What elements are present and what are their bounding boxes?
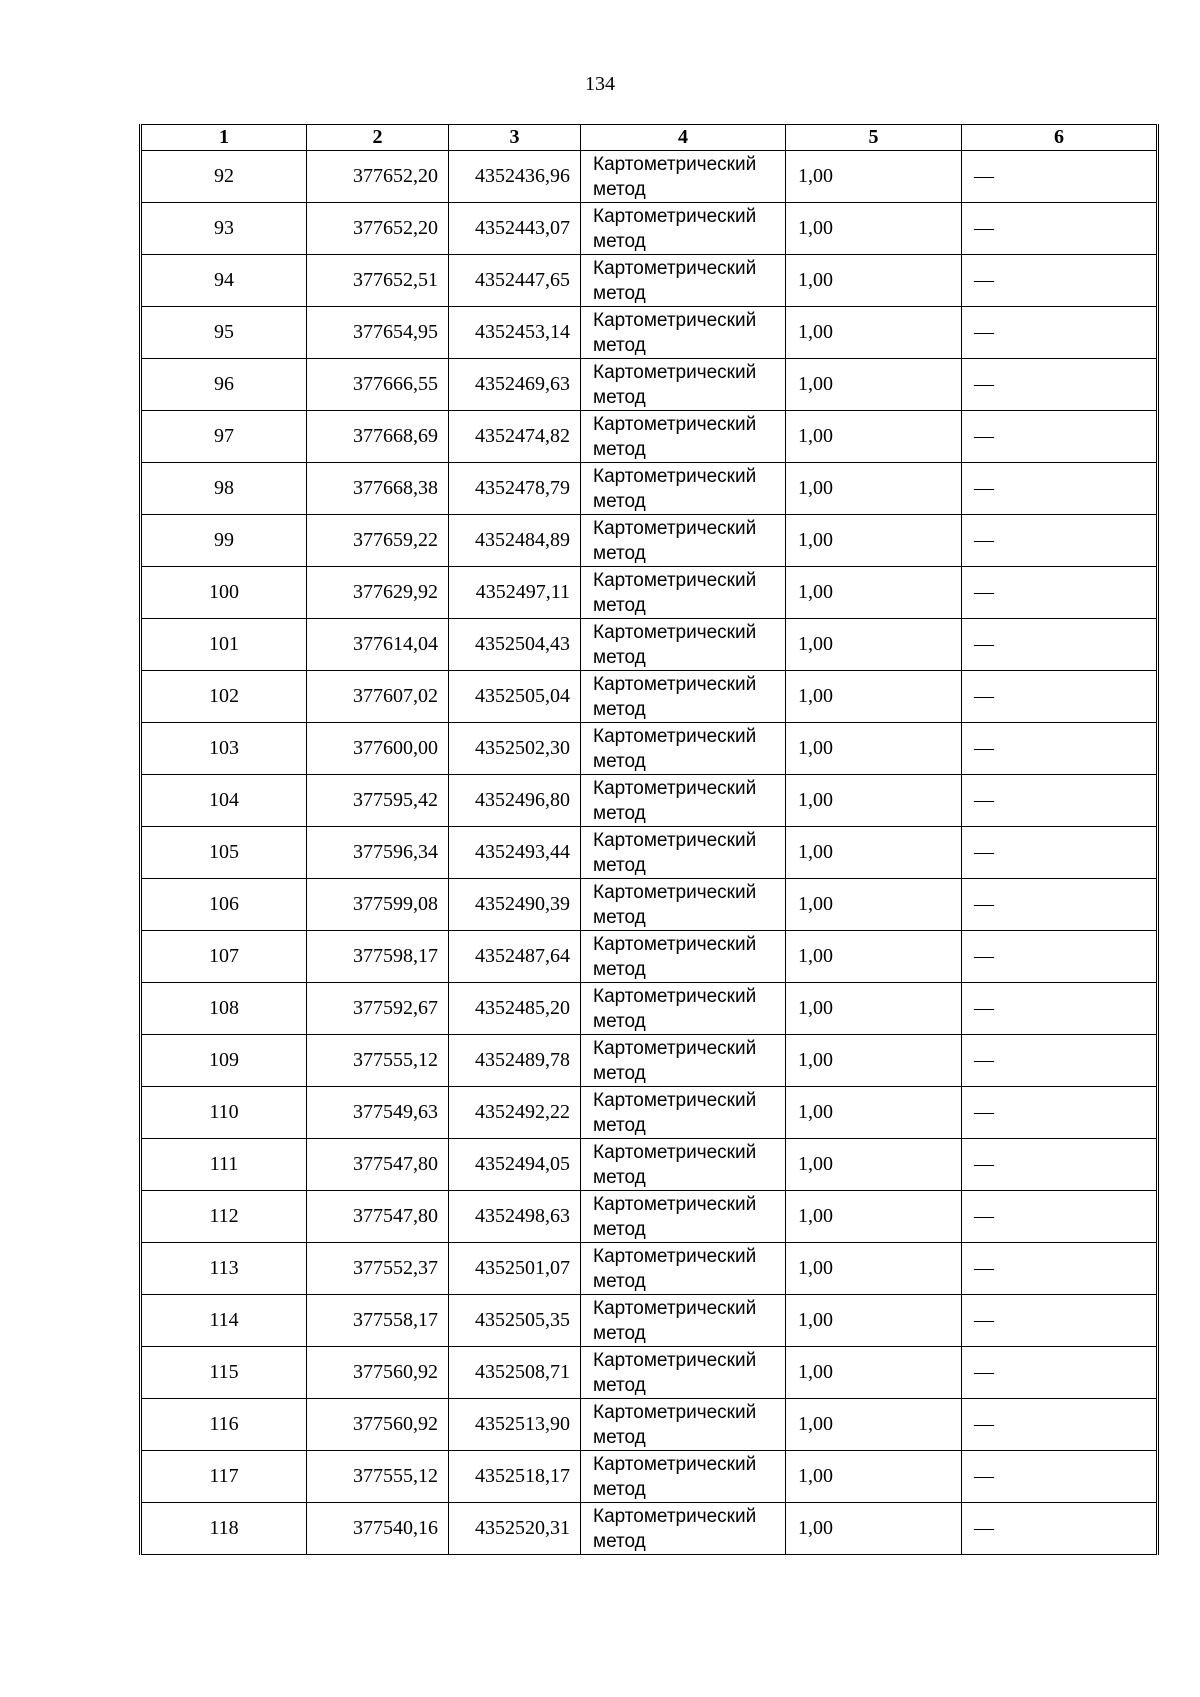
coordinate-y-cell: 4352484,89 — [449, 515, 581, 567]
method-line-1: Картометрический — [593, 1038, 757, 1059]
table-row — [141, 1503, 1158, 1555]
method-line-1: Картометрический — [593, 778, 757, 799]
point-number-cell: 98 — [141, 463, 307, 515]
method-line-1: Картометрический — [593, 258, 757, 279]
accuracy-cell: 1,00 — [786, 411, 962, 463]
coordinate-x-cell: 377552,37 — [307, 1243, 449, 1295]
method-cell — [581, 983, 786, 1035]
point-number-cell: 95 — [141, 307, 307, 359]
coordinate-y-cell: 4352518,17 — [449, 1451, 581, 1503]
method-cell — [581, 359, 786, 411]
method-line-1: Картометрический — [593, 206, 757, 227]
coordinate-x-cell: 377607,02 — [307, 671, 449, 723]
coordinate-x-cell: 377659,22 — [307, 515, 449, 567]
method-line-1: Картометрический — [593, 414, 757, 435]
method-line-2: метод — [593, 1011, 646, 1032]
method-line-1: Картометрический — [593, 674, 757, 695]
note-cell: — — [962, 1087, 1158, 1139]
method-cell — [581, 1399, 786, 1451]
method-line-2: метод — [593, 231, 646, 252]
note-cell: — — [962, 515, 1158, 567]
note-cell: — — [962, 463, 1158, 515]
point-number-cell: 93 — [141, 203, 307, 255]
coordinate-x-cell: 377555,12 — [307, 1035, 449, 1087]
coordinate-x-cell: 377652,20 — [307, 151, 449, 203]
note-cell: — — [962, 359, 1158, 411]
coordinate-x-cell: 377558,17 — [307, 1295, 449, 1347]
method-cell — [581, 723, 786, 775]
note-cell: — — [962, 827, 1158, 879]
accuracy-cell: 1,00 — [786, 1503, 962, 1555]
table-row — [141, 983, 1158, 1035]
method-cell — [581, 567, 786, 619]
method-cell — [581, 879, 786, 931]
table-row — [141, 879, 1158, 931]
method-line-1: Картометрический — [593, 1090, 757, 1111]
note-cell: — — [962, 567, 1158, 619]
coordinate-y-cell: 4352520,31 — [449, 1503, 581, 1555]
table-row — [141, 1399, 1158, 1451]
table-row — [141, 1035, 1158, 1087]
coordinate-x-cell: 377666,55 — [307, 359, 449, 411]
note-cell: — — [962, 1347, 1158, 1399]
coordinate-x-cell: 377668,38 — [307, 463, 449, 515]
accuracy-cell: 1,00 — [786, 255, 962, 307]
method-line-2: метод — [593, 1219, 646, 1240]
method-line-1: Картометрический — [593, 1194, 757, 1215]
method-line-1: Картометрический — [593, 1298, 757, 1319]
table-row — [141, 827, 1158, 879]
coordinate-y-cell: 4352502,30 — [449, 723, 581, 775]
coordinate-y-cell: 4352469,63 — [449, 359, 581, 411]
method-line-1: Картометрический — [593, 466, 757, 487]
method-cell — [581, 1139, 786, 1191]
coordinate-y-cell: 4352489,78 — [449, 1035, 581, 1087]
accuracy-cell: 1,00 — [786, 463, 962, 515]
accuracy-cell: 1,00 — [786, 1347, 962, 1399]
accuracy-cell: 1,00 — [786, 1139, 962, 1191]
method-cell — [581, 307, 786, 359]
coordinate-x-cell: 377596,34 — [307, 827, 449, 879]
column-header-4: 4 — [581, 125, 786, 151]
method-line-2: метод — [593, 959, 646, 980]
coordinate-y-cell: 4352490,39 — [449, 879, 581, 931]
table-row — [141, 775, 1158, 827]
accuracy-cell: 1,00 — [786, 567, 962, 619]
method-cell — [581, 671, 786, 723]
coordinate-y-cell: 4352513,90 — [449, 1399, 581, 1451]
method-line-2: метод — [593, 387, 646, 408]
accuracy-cell: 1,00 — [786, 359, 962, 411]
accuracy-cell: 1,00 — [786, 203, 962, 255]
accuracy-cell: 1,00 — [786, 723, 962, 775]
note-cell: — — [962, 1295, 1158, 1347]
point-number-cell: 99 — [141, 515, 307, 567]
method-line-1: Картометрический — [593, 622, 757, 643]
method-line-2: метод — [593, 1115, 646, 1136]
table-row — [141, 1347, 1158, 1399]
point-number-cell: 111 — [141, 1139, 307, 1191]
coordinate-x-cell: 377629,92 — [307, 567, 449, 619]
method-line-1: Картометрический — [593, 830, 757, 851]
column-header-1: 1 — [141, 125, 307, 151]
table-row — [141, 515, 1158, 567]
point-number-cell: 116 — [141, 1399, 307, 1451]
accuracy-cell: 1,00 — [786, 1243, 962, 1295]
note-cell: — — [962, 307, 1158, 359]
coordinate-y-cell: 4352453,14 — [449, 307, 581, 359]
note-cell: — — [962, 983, 1158, 1035]
method-cell — [581, 1295, 786, 1347]
point-number-cell: 97 — [141, 411, 307, 463]
point-number-cell: 101 — [141, 619, 307, 671]
table-row — [141, 567, 1158, 619]
note-cell: — — [962, 1399, 1158, 1451]
coordinate-x-cell: 377547,80 — [307, 1139, 449, 1191]
coordinate-y-cell: 4352494,05 — [449, 1139, 581, 1191]
accuracy-cell: 1,00 — [786, 827, 962, 879]
point-number-cell: 107 — [141, 931, 307, 983]
method-line-2: метод — [593, 647, 646, 668]
accuracy-cell: 1,00 — [786, 879, 962, 931]
coordinate-y-cell: 4352478,79 — [449, 463, 581, 515]
table-row — [141, 1087, 1158, 1139]
method-line-2: метод — [593, 1375, 646, 1396]
coordinate-x-cell: 377595,42 — [307, 775, 449, 827]
method-line-1: Картометрический — [593, 986, 757, 1007]
table-header — [141, 125, 1158, 151]
method-cell — [581, 515, 786, 567]
note-cell: — — [962, 1243, 1158, 1295]
table-row — [141, 723, 1158, 775]
accuracy-cell: 1,00 — [786, 1035, 962, 1087]
point-number-cell: 118 — [141, 1503, 307, 1555]
table-body — [141, 151, 1158, 1555]
method-cell — [581, 931, 786, 983]
coordinate-y-cell: 4352493,44 — [449, 827, 581, 879]
point-number-cell: 96 — [141, 359, 307, 411]
accuracy-cell: 1,00 — [786, 1087, 962, 1139]
coordinate-x-cell: 377599,08 — [307, 879, 449, 931]
note-cell: — — [962, 879, 1158, 931]
header-row — [141, 125, 1158, 151]
method-line-1: Картометрический — [593, 1454, 757, 1475]
note-cell: — — [962, 1451, 1158, 1503]
method-line-2: метод — [593, 751, 646, 772]
point-number-cell: 110 — [141, 1087, 307, 1139]
method-line-1: Картометрический — [593, 518, 757, 539]
coordinate-y-cell: 4352504,43 — [449, 619, 581, 671]
coordinate-x-cell: 377668,69 — [307, 411, 449, 463]
coordinate-x-cell: 377652,20 — [307, 203, 449, 255]
coordinate-y-cell: 4352505,35 — [449, 1295, 581, 1347]
method-line-2: метод — [593, 335, 646, 356]
coordinate-x-cell: 377547,80 — [307, 1191, 449, 1243]
method-cell — [581, 151, 786, 203]
coordinate-x-cell: 377540,16 — [307, 1503, 449, 1555]
coordinate-x-cell: 377652,51 — [307, 255, 449, 307]
method-line-2: метод — [593, 855, 646, 876]
accuracy-cell: 1,00 — [786, 1295, 962, 1347]
coordinate-y-cell: 4352447,65 — [449, 255, 581, 307]
coordinate-x-cell: 377560,92 — [307, 1399, 449, 1451]
method-cell — [581, 1191, 786, 1243]
coordinate-x-cell: 377600,00 — [307, 723, 449, 775]
table-row — [141, 359, 1158, 411]
point-number-cell: 106 — [141, 879, 307, 931]
method-line-1: Картометрический — [593, 570, 757, 591]
method-line-2: метод — [593, 1427, 646, 1448]
accuracy-cell: 1,00 — [786, 1399, 962, 1451]
coordinate-x-cell: 377549,63 — [307, 1087, 449, 1139]
note-cell: — — [962, 203, 1158, 255]
point-number-cell: 105 — [141, 827, 307, 879]
table-row — [141, 619, 1158, 671]
point-number-cell: 102 — [141, 671, 307, 723]
method-line-1: Картометрический — [593, 310, 757, 331]
table-row — [141, 1451, 1158, 1503]
method-cell — [581, 827, 786, 879]
method-line-2: метод — [593, 803, 646, 824]
note-cell: — — [962, 619, 1158, 671]
note-cell: — — [962, 671, 1158, 723]
method-cell — [581, 1451, 786, 1503]
method-line-1: Картометрический — [593, 1402, 757, 1423]
accuracy-cell: 1,00 — [786, 515, 962, 567]
note-cell: — — [962, 1035, 1158, 1087]
accuracy-cell: 1,00 — [786, 983, 962, 1035]
note-cell: — — [962, 411, 1158, 463]
method-line-2: метод — [593, 1531, 646, 1552]
method-line-1: Картометрический — [593, 1246, 757, 1267]
method-line-2: метод — [593, 1271, 646, 1292]
point-number-cell: 100 — [141, 567, 307, 619]
coordinate-y-cell: 4352436,96 — [449, 151, 581, 203]
point-number-cell: 108 — [141, 983, 307, 1035]
point-number-cell: 92 — [141, 151, 307, 203]
column-header-2: 2 — [307, 125, 449, 151]
method-line-2: метод — [593, 1063, 646, 1084]
method-line-2: метод — [593, 1323, 646, 1344]
method-line-1: Картометрический — [593, 726, 757, 747]
method-line-1: Картометрический — [593, 934, 757, 955]
method-cell — [581, 775, 786, 827]
coordinates-table — [139, 124, 1159, 1555]
method-line-2: метод — [593, 1479, 646, 1500]
method-cell — [581, 1347, 786, 1399]
point-number-cell: 115 — [141, 1347, 307, 1399]
table-row — [141, 1295, 1158, 1347]
table-row — [141, 931, 1158, 983]
method-cell — [581, 619, 786, 671]
method-line-2: метод — [593, 543, 646, 564]
method-cell — [581, 1035, 786, 1087]
method-line-2: метод — [593, 907, 646, 928]
accuracy-cell: 1,00 — [786, 775, 962, 827]
point-number-cell: 94 — [141, 255, 307, 307]
coordinate-x-cell: 377555,12 — [307, 1451, 449, 1503]
point-number-cell: 109 — [141, 1035, 307, 1087]
method-line-2: метод — [593, 179, 646, 200]
coordinate-y-cell: 4352443,07 — [449, 203, 581, 255]
table-row — [141, 255, 1158, 307]
column-header-3: 3 — [449, 125, 581, 151]
method-line-1: Картометрический — [593, 882, 757, 903]
method-line-2: метод — [593, 595, 646, 616]
coordinate-y-cell: 4352474,82 — [449, 411, 581, 463]
coordinates-table-wrapper — [139, 124, 1156, 1555]
point-number-cell: 114 — [141, 1295, 307, 1347]
accuracy-cell: 1,00 — [786, 619, 962, 671]
method-line-1: Картометрический — [593, 362, 757, 383]
method-line-2: метод — [593, 1167, 646, 1188]
accuracy-cell: 1,00 — [786, 1451, 962, 1503]
method-cell — [581, 1087, 786, 1139]
table-row — [141, 671, 1158, 723]
coordinate-y-cell: 4352498,63 — [449, 1191, 581, 1243]
point-number-cell: 104 — [141, 775, 307, 827]
coordinate-y-cell: 4352501,07 — [449, 1243, 581, 1295]
table-row — [141, 411, 1158, 463]
note-cell: — — [962, 151, 1158, 203]
method-cell — [581, 203, 786, 255]
method-cell — [581, 411, 786, 463]
table-row — [141, 203, 1158, 255]
column-header-6: 6 — [962, 125, 1158, 151]
table-row — [141, 463, 1158, 515]
method-cell — [581, 463, 786, 515]
table-row — [141, 1191, 1158, 1243]
coordinate-y-cell: 4352492,22 — [449, 1087, 581, 1139]
method-line-1: Картометрический — [593, 1142, 757, 1163]
coordinate-y-cell: 4352485,20 — [449, 983, 581, 1035]
note-cell: — — [962, 775, 1158, 827]
method-cell — [581, 1503, 786, 1555]
note-cell: — — [962, 1503, 1158, 1555]
coordinate-x-cell: 377654,95 — [307, 307, 449, 359]
note-cell: — — [962, 931, 1158, 983]
table-row — [141, 307, 1158, 359]
method-line-2: метод — [593, 491, 646, 512]
coordinate-x-cell: 377592,67 — [307, 983, 449, 1035]
coordinate-y-cell: 4352496,80 — [449, 775, 581, 827]
method-line-2: метод — [593, 699, 646, 720]
point-number-cell: 117 — [141, 1451, 307, 1503]
point-number-cell: 112 — [141, 1191, 307, 1243]
coordinate-y-cell: 4352487,64 — [449, 931, 581, 983]
accuracy-cell: 1,00 — [786, 1191, 962, 1243]
coordinate-x-cell: 377598,17 — [307, 931, 449, 983]
method-line-1: Картометрический — [593, 1506, 757, 1527]
coordinate-y-cell: 4352497,11 — [449, 567, 581, 619]
point-number-cell: 103 — [141, 723, 307, 775]
note-cell: — — [962, 255, 1158, 307]
note-cell: — — [962, 1191, 1158, 1243]
method-line-1: Картометрический — [593, 1350, 757, 1371]
note-cell: — — [962, 1139, 1158, 1191]
accuracy-cell: 1,00 — [786, 671, 962, 723]
accuracy-cell: 1,00 — [786, 151, 962, 203]
column-header-5: 5 — [786, 125, 962, 151]
table-row — [141, 1139, 1158, 1191]
table-row — [141, 151, 1158, 203]
coordinate-x-cell: 377614,04 — [307, 619, 449, 671]
table-row — [141, 1243, 1158, 1295]
point-number-cell: 113 — [141, 1243, 307, 1295]
method-line-2: метод — [593, 283, 646, 304]
note-cell: — — [962, 723, 1158, 775]
page-number: 134 — [585, 73, 615, 95]
method-cell — [581, 1243, 786, 1295]
method-cell — [581, 255, 786, 307]
accuracy-cell: 1,00 — [786, 931, 962, 983]
method-line-2: метод — [593, 439, 646, 460]
coordinate-y-cell: 4352505,04 — [449, 671, 581, 723]
method-line-1: Картометрический — [593, 154, 757, 175]
coordinate-y-cell: 4352508,71 — [449, 1347, 581, 1399]
accuracy-cell: 1,00 — [786, 307, 962, 359]
coordinate-x-cell: 377560,92 — [307, 1347, 449, 1399]
